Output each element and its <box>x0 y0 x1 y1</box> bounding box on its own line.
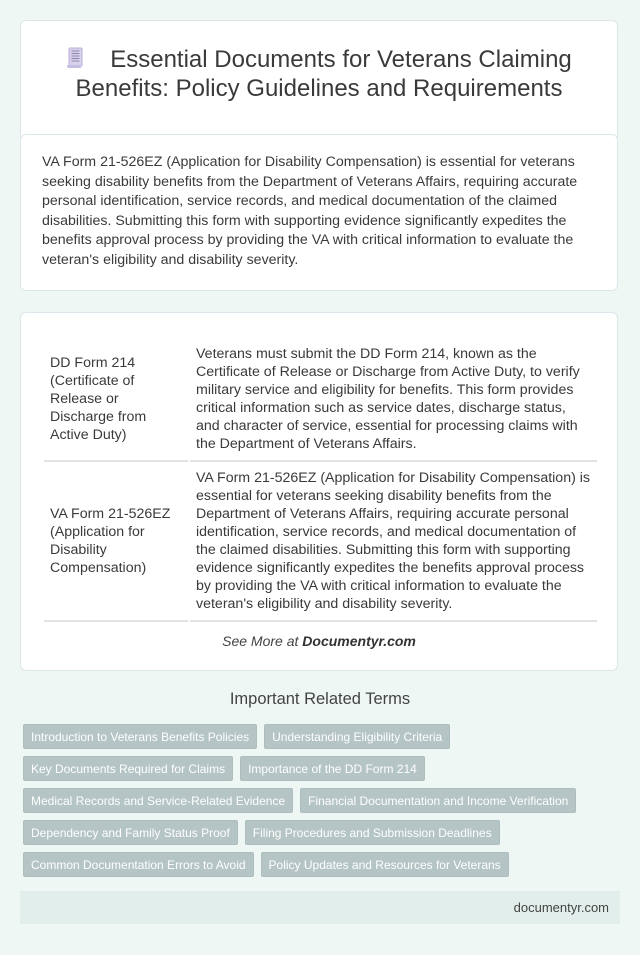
documents-card <box>20 312 618 671</box>
related-terms-heading: Important Related Terms <box>229 690 411 708</box>
documents-table <box>42 338 599 622</box>
document-description: Veterans must submit the DD Form 214, known as the Certificate of Release or Discharge from Active Duty, to verify military service and eligibility for benefits. This form provides critical information such as service dates, discharge status, and character of service, essential for processing claims with the Department of Veterans Affairs. <box>190 338 597 462</box>
intro-paragraph: VA Form 21-526EZ (Application for Disability Compensation) is essential for veterans seeking disability benefits from the Department of Veterans Affairs, requiring accurate personal identification, service records, and medical documentation of the claimed disabilities. Submitting this form with supporting evidence significantly expedites the benefits approval process by providing the VA with critical information to evaluate the veteran's eligibility and disability severity. <box>42 154 578 268</box>
document-name: VA Form 21-526EZ (Application for Disability Compensation) <box>44 462 188 622</box>
document-description: VA Form 21-526EZ (Application for Disability Compensation) is essential for veterans seeking disability benefits from the Department of Veterans Affairs, requiring accurate personal identification, service records, and medical documentation of the claimed disabilities. Submitting this form with supporting evidence significantly expedites the benefits approval process by providing the VA with critical information to evaluate the veteran's eligibility and disability severity. <box>190 462 597 622</box>
see-more-site[interactable]: Documentyr.com <box>302 633 416 649</box>
related-term-tag[interactable]: Policy Updates and Resources for Veterans <box>261 852 509 877</box>
related-term-tag[interactable]: Importance of the DD Form 214 <box>240 756 425 781</box>
intro-card <box>20 134 618 291</box>
related-term-tag[interactable]: Common Documentation Errors to Avoid <box>23 852 254 877</box>
related-term-tag[interactable]: Understanding Eligibility Criteria <box>264 724 450 749</box>
title-card <box>20 20 618 151</box>
related-terms-list <box>23 724 603 877</box>
related-term-tag[interactable]: Medical Records and Service-Related Evidence <box>23 788 293 813</box>
see-more-link[interactable] <box>21 633 617 649</box>
footer <box>20 891 620 924</box>
table-row <box>44 338 597 462</box>
see-more-prefix: See More at <box>222 633 303 649</box>
related-term-tag[interactable]: Key Documents Required for Claims <box>23 756 233 781</box>
related-term-tag[interactable]: Financial Documentation and Income Verification <box>300 788 576 813</box>
page-title <box>21 45 617 103</box>
footer-site[interactable]: documentyr.com <box>513 900 609 915</box>
related-term-tag[interactable]: Dependency and Family Status Proof <box>23 820 238 845</box>
related-term-tag[interactable]: Introduction to Veterans Benefits Policies <box>23 724 257 749</box>
receipt-scroll-icon <box>66 47 84 69</box>
related-term-tag[interactable]: Filing Procedures and Submission Deadlines <box>245 820 500 845</box>
table-row <box>44 462 597 622</box>
document-name: DD Form 214 (Certificate of Release or Discharge from Active Duty) <box>44 338 188 462</box>
page-title-text: Essential Documents for Veterans Claiming Benefits: Policy Guidelines and Requirements <box>75 46 572 102</box>
